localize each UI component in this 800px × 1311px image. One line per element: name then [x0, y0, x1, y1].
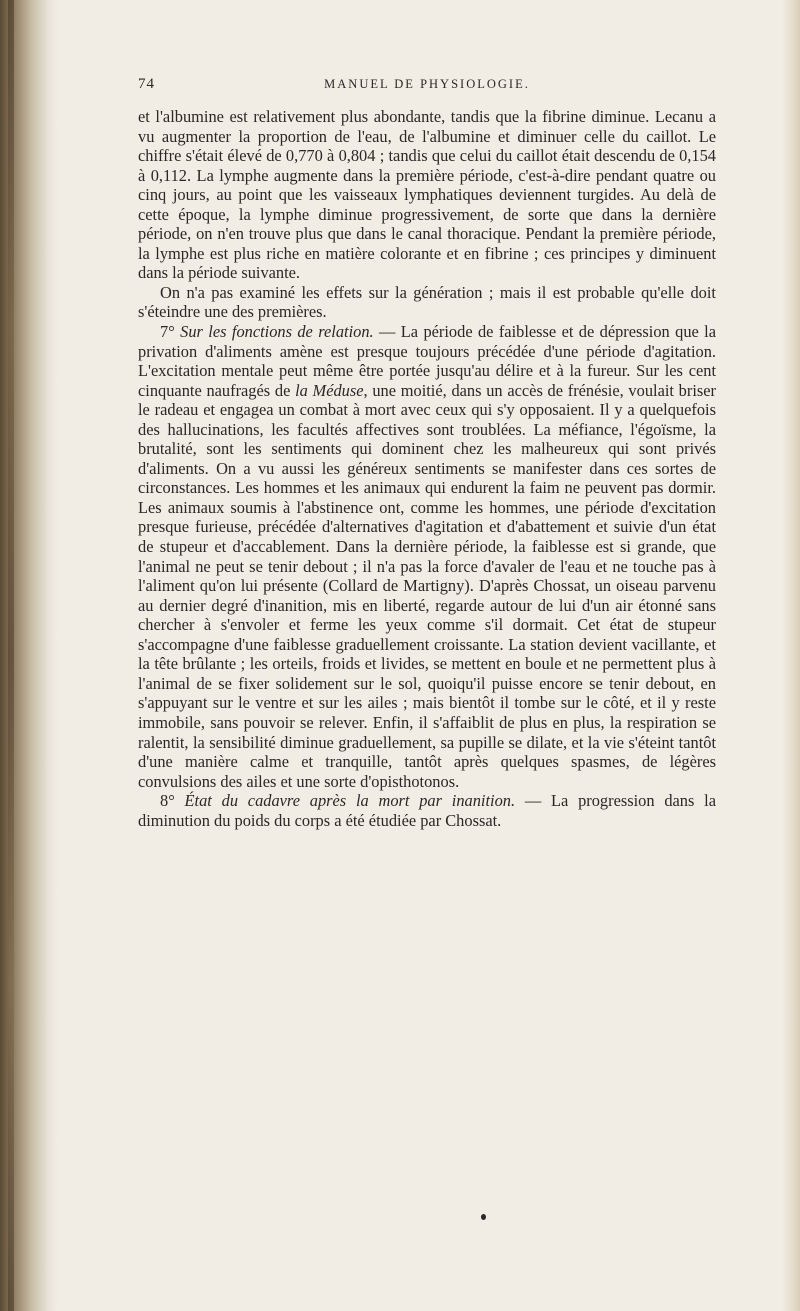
- section-text: — La progression dans la diminution du poids du corps a été étudiée par Chossat.: [138, 791, 716, 830]
- section-title: Sur les fonctions de relation.: [180, 322, 374, 342]
- section-text: — La période de faiblesse et de dépression que la privation d'aliments amène est presque toujours précédée d'une période d'agitation. L'excitation mentale peut même être portée jusqu'au délire et à la fureur. Sur les cent cinquante naufragés de: [138, 322, 716, 400]
- page-edge: [782, 0, 800, 1311]
- page-body: [138, 107, 716, 830]
- section-number: 7°: [160, 322, 175, 342]
- section-title: État du cadavre après la mort par inanition.: [184, 791, 516, 811]
- ship-name: la Méduse: [295, 380, 364, 400]
- paragraph-albumine: et l'albumine est relativement plus abondante, tandis que la fibrine diminue. Lecanu a vu augmenter la proportion de l'eau, de l'albumine et diminuer celle du caillot. Le chiffre s'était élevé de 0,770 à 0,804 ; tandis que celui du caillot était descendu de 0,154 à 0,112. La lymphe augmente dans la première période, c'est-à-dire pendant quatre ou cinq jours, au point que les vaisseaux lymphatiques deviennent turgides. Au delà de cette époque, la lymphe diminue progressivement, de sorte que dans la dernière période, on n'en trouve plus que dans le canal thoracique. Pendant la première période, la lymphe est plus riche en matière colorante et en fibrine ; ces principes y diminuent dans la période suivante.: [138, 107, 716, 283]
- page-number: 74: [138, 76, 155, 92]
- binding-shadow: [8, 0, 14, 1311]
- running-title: MANUEL DE PHYSIOLOGIE.: [324, 77, 530, 91]
- section-number: 8°: [160, 791, 175, 811]
- section-8-cadavre: [138, 791, 716, 830]
- ink-spot: [481, 1214, 486, 1220]
- page-header: [138, 76, 716, 98]
- paragraph-generation: On n'a pas examiné les effets sur la génération ; mais il est probable qu'elle doit s'éteindre une des premières.: [138, 282, 716, 322]
- section-7-relation: [138, 322, 716, 791]
- section-text: , une moitié, dans un accès de frénésie, voulait briser le radeau et engagea un combat à mort avec ceux qui s'y opposaient. Il y a quelquefois des hallucinations, les facultés affectives sont troublées. La méfiance, l'égoïsme, la brutalité, sont les sentiments qui dominent chez les malheureux qui sont privés d'aliments. On a vu aussi les généreux sentiments se manifester dans ces sortes de circonstances. Les hommes et les animaux qui endurent la faim ne peuvent pas dormir. Les animaux soumis à l'abstinence ont, comme les hommes, une période d'excitation presque furieuse, précédée d'alternatives d'agitation et d'abattement et suivie d'un état de stupeur et d'accablement. Dans la dernière période, la faiblesse est si grande, que l'animal ne peut se tenir debout ; il n'a pas la force d'avaler de l'eau et ne touche pas à l'aliment qu'on lui présente (Collard de Martigny). D'après Chossat, un oiseau parvenu au dernier degré d'inanition, mis en liberté, regarde autour de lui d'un air étonné sans chercher à s'envoler et ferme les yeux comme s'il dormait. Cet état de stupeur s'accompagne d'une faiblesse graduellement croissante. La station devient vacillante, et la tête brûlante ; les orteils, froids et livides, se mettent en boule et ne permettent plus à l'animal de se fixer solidement sur le sol, quoiqu'il puisse encore se tenir debout, en s'appuyant sur le ventre et sur les ailes ; mais bientôt il tombe sur le côté, et il y reste immobile, sans pouvoir se relever. Enfin, il s'affaiblit de plus en plus, la respiration se ralentit, la sensibilité diminue graduellement, sa pupille se dilate, et la vie s'éteint tantôt d'une manière calme et tranquille, tantôt après quelques spasmes, de légères convulsions des ailes et une sorte d'opisthotonos.: [138, 380, 717, 791]
